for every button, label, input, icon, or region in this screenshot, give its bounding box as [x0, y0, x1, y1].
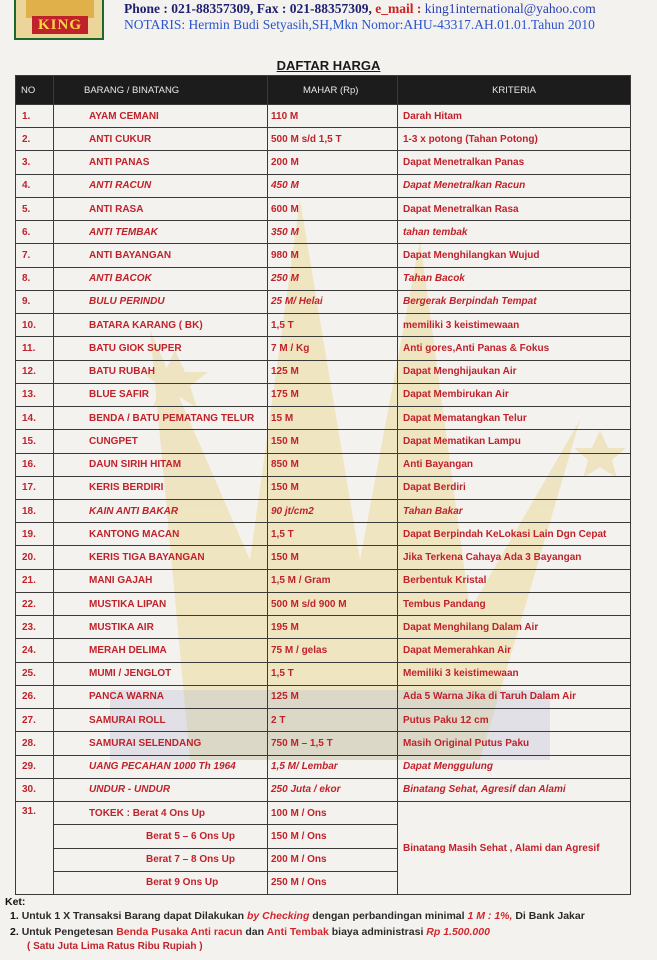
table-row — [16, 778, 631, 801]
table-row — [16, 616, 631, 639]
cell-no: 20. — [16, 546, 54, 569]
cell-mahar: 100 M / Ons — [268, 802, 398, 825]
table-row — [16, 151, 631, 174]
cell-kriteria: 1-3 x potong (Tahan Potong) — [398, 128, 631, 151]
cell-kriteria: Dapat Mematangkan Telur — [398, 407, 631, 430]
cell-no: 30. — [16, 778, 54, 801]
header-mahar: MAHAR (Rp) — [268, 76, 398, 105]
note-1-text-b: by Checking — [246, 910, 310, 922]
note-1-text-a: Untuk 1 X Transaksi Barang dapat Dilakukan — [21, 910, 245, 922]
cell-kriteria: Dapat Mematikan Lampu — [398, 430, 631, 453]
cell-mahar: 1,5 T — [268, 523, 398, 546]
note-2-text-c: dan — [245, 926, 265, 938]
page-title: DAFTAR HARGA — [276, 58, 381, 73]
cell-mahar: 850 M — [268, 453, 398, 476]
note-2-number: 2. — [10, 926, 19, 938]
cell-kriteria: Dapat Menetralkan Racun — [398, 174, 631, 197]
note-2-text-d: Anti Tembak — [266, 926, 329, 938]
cell-mahar: 150 M — [268, 546, 398, 569]
table-row — [16, 430, 631, 453]
cell-kriteria: Dapat Berdiri — [398, 476, 631, 499]
cell-no: 19. — [16, 523, 54, 546]
table-header-row — [16, 76, 631, 105]
cell-mahar: 175 M — [268, 383, 398, 406]
cell-item: Berat 7 – 8 Ons Up — [54, 848, 268, 871]
cell-mahar: 150 M / Ons — [268, 825, 398, 848]
table-row-tokek — [16, 802, 631, 825]
cell-kriteria: memiliki 3 keistimewaan — [398, 314, 631, 337]
cell-no: 2. — [16, 128, 54, 151]
phone-number: 021-88357309, — [171, 1, 254, 16]
cell-kriteria: Dapat Berpindah KeLokasi Lain Dgn Cepat — [398, 523, 631, 546]
cell-mahar: 250 M / Ons — [268, 871, 398, 894]
cell-item: ANTI BAYANGAN — [54, 244, 268, 267]
cell-no: 11. — [16, 337, 54, 360]
cell-kriteria: Tahan Bacok — [398, 267, 631, 290]
cell-item: ANTI CUKUR — [54, 128, 268, 151]
cell-no: 24. — [16, 639, 54, 662]
email-label: e_mail : — [375, 1, 422, 16]
cell-kriteria: Dapat Membirukan Air — [398, 383, 631, 406]
note-1-text-e: Di Bank Jakar — [515, 910, 585, 922]
cell-no: 16. — [16, 453, 54, 476]
cell-kriteria: Anti Bayangan — [398, 453, 631, 476]
cell-mahar: 2 T — [268, 709, 398, 732]
cell-item: MANI GAJAH — [54, 569, 268, 592]
table-row — [16, 174, 631, 197]
cell-no: 1. — [16, 105, 54, 128]
cell-mahar: 15 M — [268, 407, 398, 430]
cell-mahar: 980 M — [268, 244, 398, 267]
cell-kriteria: Memiliki 3 keistimewaan — [398, 662, 631, 685]
note-1-number: 1. — [10, 910, 19, 922]
cell-item: BULU PERINDU — [54, 290, 268, 313]
cell-item: SAMURAI SELENDANG — [54, 732, 268, 755]
cell-mahar: 150 M — [268, 430, 398, 453]
cell-mahar: 125 M — [268, 685, 398, 708]
cell-kriteria: Dapat Menggulung — [398, 755, 631, 778]
table-row — [16, 476, 631, 499]
cell-item: KERIS TIGA BAYANGAN — [54, 546, 268, 569]
cell-kriteria: Berbentuk Kristal — [398, 569, 631, 592]
cell-no: 8. — [16, 267, 54, 290]
cell-item: BATU RUBAH — [54, 360, 268, 383]
table-row — [16, 290, 631, 313]
cell-kriteria: Binatang Sehat, Agresif dan Alami — [398, 778, 631, 801]
letterhead — [0, 0, 657, 48]
table-row — [16, 709, 631, 732]
cell-no: 3. — [16, 151, 54, 174]
note-2-text-f: Rp 1.500.000 — [426, 926, 490, 938]
cell-item: MUSTIKA LIPAN — [54, 592, 268, 615]
cell-kriteria: Masih Original Putus Paku — [398, 732, 631, 755]
cell-mahar: 195 M — [268, 616, 398, 639]
cell-item: KERIS BERDIRI — [54, 476, 268, 499]
cell-no: 14. — [16, 407, 54, 430]
cell-no: 5. — [16, 197, 54, 220]
cell-no: 6. — [16, 221, 54, 244]
table-row — [16, 546, 631, 569]
cell-kriteria: Jika Terkena Cahaya Ada 3 Bayangan — [398, 546, 631, 569]
cell-item: MERAH DELIMA — [54, 639, 268, 662]
cell-kriteria: Tembus Pandang — [398, 592, 631, 615]
table-row — [16, 685, 631, 708]
fax-number: 021-88357309, — [289, 1, 372, 16]
cell-kriteria: tahan tembak — [398, 221, 631, 244]
cell-item: BLUE SAFIR — [54, 383, 268, 406]
table-row — [16, 267, 631, 290]
cell-kriteria: Putus Paku 12 cm — [398, 709, 631, 732]
cell-mahar: 75 M / gelas — [268, 639, 398, 662]
table-row — [16, 221, 631, 244]
cell-no: 22. — [16, 592, 54, 615]
table-row — [16, 105, 631, 128]
cell-item: Berat 9 Ons Up — [54, 871, 268, 894]
header-item: BARANG / BINATANG — [54, 76, 268, 105]
notes-label: Ket: — [5, 896, 26, 908]
cell-item: TOKEK : Berat 4 Ons Up — [54, 802, 268, 825]
note-2-text-a: Untuk Pengetesan — [21, 926, 114, 938]
cell-item: MUMI / JENGLOT — [54, 662, 268, 685]
table-row — [16, 407, 631, 430]
cell-item: ANTI PANAS — [54, 151, 268, 174]
table-body — [16, 105, 631, 895]
note-1-text-d: 1 M : 1%, — [467, 910, 513, 922]
table-row — [16, 592, 631, 615]
table-row — [16, 360, 631, 383]
cell-item: PANCA WARNA — [54, 685, 268, 708]
cell-kriteria: Dapat Memerahkan Air — [398, 639, 631, 662]
note-2 — [10, 926, 655, 938]
cell-item: AYAM CEMANI — [54, 105, 268, 128]
table-row — [16, 662, 631, 685]
cell-kriteria: Anti gores,Anti Panas & Fokus — [398, 337, 631, 360]
note-1 — [10, 910, 585, 922]
table-row — [16, 499, 631, 522]
cell-no: 18. — [16, 499, 54, 522]
cell-item: KAIN ANTI BAKAR — [54, 499, 268, 522]
cell-kriteria: Binatang Masih Sehat , Alami dan Agresif — [398, 802, 631, 895]
note-1-text-c: dengan perbandingan minimal — [312, 910, 465, 922]
cell-kriteria: Darah Hitam — [398, 105, 631, 128]
cell-no: 13. — [16, 383, 54, 406]
cell-item: DAUN SIRIH HITAM — [54, 453, 268, 476]
cell-item: ANTI RASA — [54, 197, 268, 220]
cell-mahar: 250 M — [268, 267, 398, 290]
king-logo — [14, 0, 104, 40]
phone-label: Phone : — [124, 1, 168, 16]
cell-no: 17. — [16, 476, 54, 499]
contact-line — [124, 1, 596, 17]
table-row — [16, 639, 631, 662]
cell-no: 25. — [16, 662, 54, 685]
cell-item: ANTI BACOK — [54, 267, 268, 290]
cell-kriteria: Ada 5 Warna Jika di Taruh Dalam Air — [398, 685, 631, 708]
cell-mahar: 1,5 T — [268, 662, 398, 685]
cell-item: CUNGPET — [54, 430, 268, 453]
table-row — [16, 128, 631, 151]
table-row — [16, 383, 631, 406]
cell-mahar: 125 M — [268, 360, 398, 383]
cell-no: 31. — [16, 802, 54, 895]
header-no: NO — [16, 76, 54, 105]
cell-item: ANTI TEMBAK — [54, 221, 268, 244]
note-2-text-b: Benda Pusaka Anti racun — [116, 926, 243, 938]
cell-item: BATU GIOK SUPER — [54, 337, 268, 360]
cell-item: MUSTIKA AIR — [54, 616, 268, 639]
table-row — [16, 453, 631, 476]
cell-item: KANTONG MACAN — [54, 523, 268, 546]
cell-no: 9. — [16, 290, 54, 313]
table-row — [16, 523, 631, 546]
cell-mahar: 200 M / Ons — [268, 848, 398, 871]
cell-item: UANG PECAHAN 1000 Th 1964 — [54, 755, 268, 778]
cell-mahar: 7 M / Kg — [268, 337, 398, 360]
cell-mahar: 600 M — [268, 197, 398, 220]
cell-mahar: 25 M/ Helai — [268, 290, 398, 313]
table-row — [16, 732, 631, 755]
cell-mahar: 200 M — [268, 151, 398, 174]
cell-mahar: 350 M — [268, 221, 398, 244]
cell-kriteria: Dapat Menghilangkan Wujud — [398, 244, 631, 267]
cell-mahar: 150 M — [268, 476, 398, 499]
cell-mahar: 250 Juta / ekor — [268, 778, 398, 801]
table-row — [16, 569, 631, 592]
table-row — [16, 755, 631, 778]
cell-no: 15. — [16, 430, 54, 453]
cell-item: SAMURAI ROLL — [54, 709, 268, 732]
cell-kriteria: Dapat Menetralkan Panas — [398, 151, 631, 174]
notes — [5, 896, 655, 952]
cell-no: 12. — [16, 360, 54, 383]
note-2-amount-words: ( Satu Juta Lima Ratus Ribu Rupiah ) — [27, 941, 203, 952]
cell-no: 28. — [16, 732, 54, 755]
cell-mahar: 90 jt/cm2 — [268, 499, 398, 522]
cell-kriteria: Dapat Menghijaukan Air — [398, 360, 631, 383]
cell-no: 26. — [16, 685, 54, 708]
cell-no: 29. — [16, 755, 54, 778]
table-row — [16, 197, 631, 220]
cell-mahar: 110 M — [268, 105, 398, 128]
cell-no: 21. — [16, 569, 54, 592]
cell-kriteria: Dapat Menetralkan Rasa — [398, 197, 631, 220]
cell-mahar: 750 M – 1,5 T — [268, 732, 398, 755]
cell-mahar: 1,5 M / Gram — [268, 569, 398, 592]
cell-item: Berat 5 – 6 Ons Up — [54, 825, 268, 848]
cell-no: 7. — [16, 244, 54, 267]
cell-item: BENDA / BATU PEMATANG TELUR — [54, 407, 268, 430]
table-row — [16, 314, 631, 337]
cell-mahar: 450 M — [268, 174, 398, 197]
table-row — [16, 337, 631, 360]
cell-no: 23. — [16, 616, 54, 639]
table-row — [16, 244, 631, 267]
fax-label: Fax : — [256, 1, 287, 16]
cell-mahar: 500 M s/d 900 M — [268, 592, 398, 615]
cell-no: 27. — [16, 709, 54, 732]
cell-mahar: 1,5 M/ Lembar — [268, 755, 398, 778]
cell-kriteria: Bergerak Berpindah Tempat — [398, 290, 631, 313]
cell-item: BATARA KARANG ( BK) — [54, 314, 268, 337]
price-table — [15, 75, 631, 895]
cell-item: ANTI RACUN — [54, 174, 268, 197]
cell-kriteria: Dapat Menghilang Dalam Air — [398, 616, 631, 639]
note-2-text-e: biaya administrasi — [331, 926, 424, 938]
cell-item: UNDUR - UNDUR — [54, 778, 268, 801]
cell-mahar: 500 M s/d 1,5 T — [268, 128, 398, 151]
email-address: king1international@yahoo.com — [424, 1, 596, 16]
cell-no: 4. — [16, 174, 54, 197]
notaris-line: NOTARIS: Hermin Budi Setyasih,SH,Mkn Nomor:AHU-43317.AH.01.01.Tahun 2010 — [124, 17, 595, 32]
cell-mahar: 1,5 T — [268, 314, 398, 337]
logo-text: KING — [32, 16, 88, 34]
cell-no: 10. — [16, 314, 54, 337]
cell-kriteria: Tahan Bakar — [398, 499, 631, 522]
header-kriteria: KRITERIA — [398, 76, 631, 105]
